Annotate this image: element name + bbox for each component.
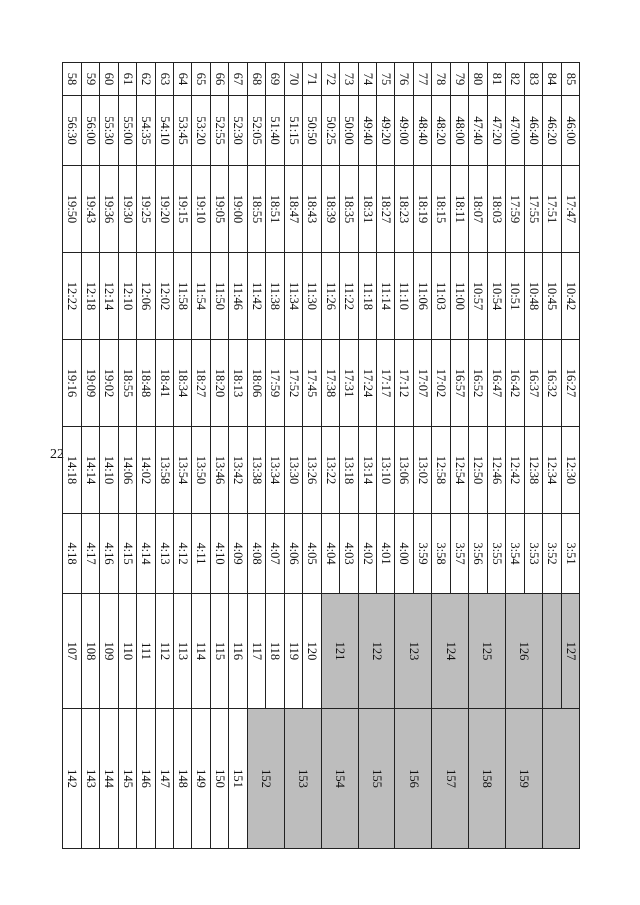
- table-cell: 10:57: [469, 253, 487, 340]
- table-cell: 54:10: [155, 96, 173, 166]
- table-cell: 4:03: [340, 514, 358, 594]
- table-cell: 149: [192, 709, 210, 849]
- table-cell: 150: [210, 709, 228, 849]
- table-cell: 11:42: [247, 253, 265, 340]
- table-cell: 47:00: [506, 96, 524, 166]
- table-cell: 49:00: [395, 96, 413, 166]
- table-cell: 16:52: [469, 340, 487, 427]
- table-cell: 19:25: [137, 166, 155, 253]
- table-cell: 61: [118, 63, 136, 96]
- table-cell: 52:55: [210, 96, 228, 166]
- score-table-container: [62, 62, 580, 848]
- table-cell: 4:18: [63, 514, 82, 594]
- table-cell: 51:15: [284, 96, 302, 166]
- table-cell: 11:58: [174, 253, 192, 340]
- table-cell: 75: [377, 63, 395, 96]
- table-cell: 153: [284, 709, 321, 849]
- table-cell: 19:43: [81, 166, 99, 253]
- table-cell: [543, 709, 580, 849]
- table-cell: 10:45: [543, 253, 561, 340]
- table-cell: 4:12: [174, 514, 192, 594]
- table-cell: 112: [155, 594, 173, 709]
- table-cell: 53:45: [174, 96, 192, 166]
- table-cell: 11:10: [395, 253, 413, 340]
- table-cell: 4:16: [100, 514, 118, 594]
- table-cell: 147: [155, 709, 173, 849]
- table-cell: 19:50: [63, 166, 82, 253]
- table-cell: 14:06: [118, 427, 136, 514]
- table-cell: 19:00: [229, 166, 247, 253]
- table-cell: 116: [229, 594, 247, 709]
- table-cell: 111: [137, 594, 155, 709]
- table-cell: 11:03: [432, 253, 450, 340]
- table-cell: 3:57: [450, 514, 468, 594]
- table-cell: 152: [247, 709, 284, 849]
- table-cell: 13:18: [340, 427, 358, 514]
- table-cell: 16:47: [487, 340, 505, 427]
- table-cell: 19:15: [174, 166, 192, 253]
- score-table: [62, 62, 580, 849]
- table-cell: 119: [284, 594, 302, 709]
- table-cell: 11:50: [210, 253, 228, 340]
- table-row: [487, 63, 505, 849]
- table-cell: 19:05: [210, 166, 228, 253]
- table-cell: 17:12: [395, 340, 413, 427]
- table-cell: 4:10: [210, 514, 228, 594]
- table-cell: 17:45: [303, 340, 321, 427]
- table-cell: 4:02: [358, 514, 376, 594]
- table-cell: 114: [192, 594, 210, 709]
- table-cell: 17:55: [524, 166, 542, 253]
- table-cell: 19:30: [118, 166, 136, 253]
- table-cell: 51:40: [266, 96, 284, 166]
- table-row: [413, 63, 431, 849]
- table-cell: 48:20: [432, 96, 450, 166]
- table-row: [63, 63, 82, 849]
- table-cell: 115: [210, 594, 228, 709]
- table-cell: 18:43: [303, 166, 321, 253]
- table-row: [137, 63, 155, 849]
- table-cell: 3:54: [506, 514, 524, 594]
- table-row: [229, 63, 247, 849]
- table-cell: 71: [303, 63, 321, 96]
- table-cell: 56:30: [63, 96, 82, 166]
- table-cell: 50:00: [340, 96, 358, 166]
- table-cell: 12:10: [118, 253, 136, 340]
- table-cell: 18:47: [284, 166, 302, 253]
- table-cell: 65: [192, 63, 210, 96]
- table-cell: 11:30: [303, 253, 321, 340]
- table-cell: 13:26: [303, 427, 321, 514]
- table-cell: 16:27: [561, 340, 579, 427]
- table-cell: 142: [63, 709, 82, 849]
- table-cell: 126: [506, 594, 543, 709]
- table-cell: 10:51: [506, 253, 524, 340]
- table-cell: 18:35: [340, 166, 358, 253]
- table-cell: 11:38: [266, 253, 284, 340]
- table-cell: 47:40: [469, 96, 487, 166]
- table-cell: 13:30: [284, 427, 302, 514]
- table-cell: 154: [321, 709, 358, 849]
- table-cell: 68: [247, 63, 265, 96]
- table-cell: 16:37: [524, 340, 542, 427]
- table-cell: 18:39: [321, 166, 339, 253]
- table-cell: 85: [561, 63, 579, 96]
- table-cell: 18:13: [229, 340, 247, 427]
- table-cell: 12:22: [63, 253, 82, 340]
- table-cell: 18:48: [137, 340, 155, 427]
- table-cell: 17:52: [284, 340, 302, 427]
- table-row: [377, 63, 395, 849]
- table-cell: 18:55: [247, 166, 265, 253]
- table-cell: 12:58: [432, 427, 450, 514]
- table-cell: 48:00: [450, 96, 468, 166]
- table-cell: 4:09: [229, 514, 247, 594]
- table-cell: 48:40: [413, 96, 431, 166]
- table-cell: 118: [266, 594, 284, 709]
- table-cell: 124: [432, 594, 469, 709]
- table-cell: 64: [174, 63, 192, 96]
- table-cell: 4:14: [137, 514, 155, 594]
- table-row: [303, 63, 321, 849]
- table-cell: 157: [432, 709, 469, 849]
- table-cell: 18:34: [174, 340, 192, 427]
- table-cell: 18:31: [358, 166, 376, 253]
- table-row: [81, 63, 99, 849]
- table-cell: 50:25: [321, 96, 339, 166]
- table-cell: 12:06: [137, 253, 155, 340]
- table-cell: 4:00: [395, 514, 413, 594]
- table-cell: 11:22: [340, 253, 358, 340]
- table-cell: 13:54: [174, 427, 192, 514]
- table-cell: 14:18: [63, 427, 82, 514]
- table-cell: 144: [100, 709, 118, 849]
- page-number: 22: [50, 447, 64, 462]
- table-cell: 12:18: [81, 253, 99, 340]
- table-cell: 11:34: [284, 253, 302, 340]
- table-cell: 13:42: [229, 427, 247, 514]
- table-cell: 108: [81, 594, 99, 709]
- table-cell: 52:30: [229, 96, 247, 166]
- table-cell: 3:59: [413, 514, 431, 594]
- table-cell: 107: [63, 594, 82, 709]
- table-cell: 12:46: [487, 427, 505, 514]
- table-cell: 18:07: [469, 166, 487, 253]
- table-row: [174, 63, 192, 849]
- table-cell: 4:08: [247, 514, 265, 594]
- table-cell: 17:59: [506, 166, 524, 253]
- table-cell: 19:16: [63, 340, 82, 427]
- table-row: [155, 63, 173, 849]
- table-cell: 17:07: [413, 340, 431, 427]
- table-cell: 17:59: [266, 340, 284, 427]
- table-row: [561, 63, 579, 849]
- table-cell: 18:19: [413, 166, 431, 253]
- table-cell: 13:58: [155, 427, 173, 514]
- table-cell: 13:06: [395, 427, 413, 514]
- table-cell: 122: [358, 594, 395, 709]
- table-cell: 17:38: [321, 340, 339, 427]
- table-cell: 12:14: [100, 253, 118, 340]
- table-cell: 18:06: [247, 340, 265, 427]
- table-cell: 11:26: [321, 253, 339, 340]
- table-cell: 145: [118, 709, 136, 849]
- table-cell: 16:42: [506, 340, 524, 427]
- table-cell: 18:27: [377, 166, 395, 253]
- table-cell: 69: [266, 63, 284, 96]
- table-cell: 17:51: [543, 166, 561, 253]
- table-cell: 125: [469, 594, 506, 709]
- table-cell: 3:58: [432, 514, 450, 594]
- table-cell: 127: [561, 594, 579, 709]
- table-cell: 151: [229, 709, 247, 849]
- table-cell: 72: [321, 63, 339, 96]
- table-cell: 13:34: [266, 427, 284, 514]
- table-cell: 11:00: [450, 253, 468, 340]
- table-cell: 63: [155, 63, 173, 96]
- table-cell: 14:02: [137, 427, 155, 514]
- table-cell: 12:50: [469, 427, 487, 514]
- table-cell: 4:07: [266, 514, 284, 594]
- table-cell: 10:42: [561, 253, 579, 340]
- table-cell: 11:14: [377, 253, 395, 340]
- table-cell: 120: [303, 594, 321, 709]
- table-cell: 46:00: [561, 96, 579, 166]
- table-cell: 59: [81, 63, 99, 96]
- table-cell: 18:55: [118, 340, 136, 427]
- table-row: [340, 63, 358, 849]
- table-cell: 146: [137, 709, 155, 849]
- table-cell: 79: [450, 63, 468, 96]
- table-cell: 78: [432, 63, 450, 96]
- table-cell: 17:02: [432, 340, 450, 427]
- table-cell: 19:20: [155, 166, 173, 253]
- table-cell: 123: [395, 594, 432, 709]
- table-cell: 55:30: [100, 96, 118, 166]
- table-cell: 70: [284, 63, 302, 96]
- table-cell: 18:03: [487, 166, 505, 253]
- table-cell: 13:22: [321, 427, 339, 514]
- table-cell: 11:46: [229, 253, 247, 340]
- table-cell: 109: [100, 594, 118, 709]
- table-cell: 84: [543, 63, 561, 96]
- table-row: [192, 63, 210, 849]
- table-cell: 19:02: [100, 340, 118, 427]
- table-cell: 49:40: [358, 96, 376, 166]
- table-cell: 4:17: [81, 514, 99, 594]
- table-cell: 10:48: [524, 253, 542, 340]
- table-cell: 66: [210, 63, 228, 96]
- table-cell: 158: [469, 709, 506, 849]
- table-cell: 4:11: [192, 514, 210, 594]
- table-cell: 117: [247, 594, 265, 709]
- table-cell: 58: [63, 63, 82, 96]
- table-cell: 110: [118, 594, 136, 709]
- table-cell: 14:10: [100, 427, 118, 514]
- table-cell: [543, 594, 561, 709]
- table-cell: 62: [137, 63, 155, 96]
- table-cell: 55:00: [118, 96, 136, 166]
- table-cell: 52:05: [247, 96, 265, 166]
- table-cell: 4:04: [321, 514, 339, 594]
- table-cell: 148: [174, 709, 192, 849]
- table-cell: 3:56: [469, 514, 487, 594]
- table-cell: 12:54: [450, 427, 468, 514]
- table-cell: 18:27: [192, 340, 210, 427]
- table-cell: 13:38: [247, 427, 265, 514]
- table-cell: 16:32: [543, 340, 561, 427]
- table-cell: 16:57: [450, 340, 468, 427]
- table-cell: 19:10: [192, 166, 210, 253]
- table-cell: 17:17: [377, 340, 395, 427]
- table-cell: 13:46: [210, 427, 228, 514]
- table-cell: 4:06: [284, 514, 302, 594]
- table-row: [450, 63, 468, 849]
- table-cell: 121: [321, 594, 358, 709]
- table-cell: 12:30: [561, 427, 579, 514]
- table-cell: 155: [358, 709, 395, 849]
- table-cell: 13:14: [358, 427, 376, 514]
- table-cell: 17:47: [561, 166, 579, 253]
- table-cell: 11:54: [192, 253, 210, 340]
- table-cell: 13:10: [377, 427, 395, 514]
- table-cell: 14:14: [81, 427, 99, 514]
- table-cell: 54:35: [137, 96, 155, 166]
- table-cell: 3:52: [543, 514, 561, 594]
- table-cell: 76: [395, 63, 413, 96]
- table-cell: 4:05: [303, 514, 321, 594]
- table-cell: 4:01: [377, 514, 395, 594]
- table-cell: 13:02: [413, 427, 431, 514]
- table-cell: 50:50: [303, 96, 321, 166]
- table-cell: 18:11: [450, 166, 468, 253]
- table-cell: 12:02: [155, 253, 173, 340]
- table-cell: 3:51: [561, 514, 579, 594]
- table-row: [524, 63, 542, 849]
- table-cell: 17:31: [340, 340, 358, 427]
- table-row: [210, 63, 228, 849]
- table-row: [100, 63, 118, 849]
- table-cell: 10:54: [487, 253, 505, 340]
- table-cell: 3:55: [487, 514, 505, 594]
- table-cell: 11:18: [358, 253, 376, 340]
- table-cell: 143: [81, 709, 99, 849]
- table-cell: 56:00: [81, 96, 99, 166]
- table-cell: 159: [506, 709, 543, 849]
- table-cell: 46:40: [524, 96, 542, 166]
- table-cell: 49:20: [377, 96, 395, 166]
- table-row: [266, 63, 284, 849]
- table-cell: 77: [413, 63, 431, 96]
- table-cell: 18:23: [395, 166, 413, 253]
- table-row: [118, 63, 136, 849]
- table-cell: 19:09: [81, 340, 99, 427]
- table-cell: 19:36: [100, 166, 118, 253]
- table-cell: 67: [229, 63, 247, 96]
- table-cell: 12:42: [506, 427, 524, 514]
- table-cell: 47:20: [487, 96, 505, 166]
- table-cell: 60: [100, 63, 118, 96]
- table-cell: 4:15: [118, 514, 136, 594]
- table-cell: 83: [524, 63, 542, 96]
- table-cell: 82: [506, 63, 524, 96]
- table-cell: 73: [340, 63, 358, 96]
- table-cell: 13:50: [192, 427, 210, 514]
- table-cell: 74: [358, 63, 376, 96]
- table-cell: 53:20: [192, 96, 210, 166]
- table-cell: 3:53: [524, 514, 542, 594]
- table-cell: 18:20: [210, 340, 228, 427]
- table-cell: 81: [487, 63, 505, 96]
- table-cell: 18:41: [155, 340, 173, 427]
- table-cell: 18:15: [432, 166, 450, 253]
- table-cell: 11:06: [413, 253, 431, 340]
- table-cell: 80: [469, 63, 487, 96]
- table-cell: 17:24: [358, 340, 376, 427]
- table-cell: 12:34: [543, 427, 561, 514]
- table-cell: 4:13: [155, 514, 173, 594]
- table-cell: 113: [174, 594, 192, 709]
- table-cell: 46:20: [543, 96, 561, 166]
- table-cell: 156: [395, 709, 432, 849]
- table-cell: 18:51: [266, 166, 284, 253]
- table-cell: 12:38: [524, 427, 542, 514]
